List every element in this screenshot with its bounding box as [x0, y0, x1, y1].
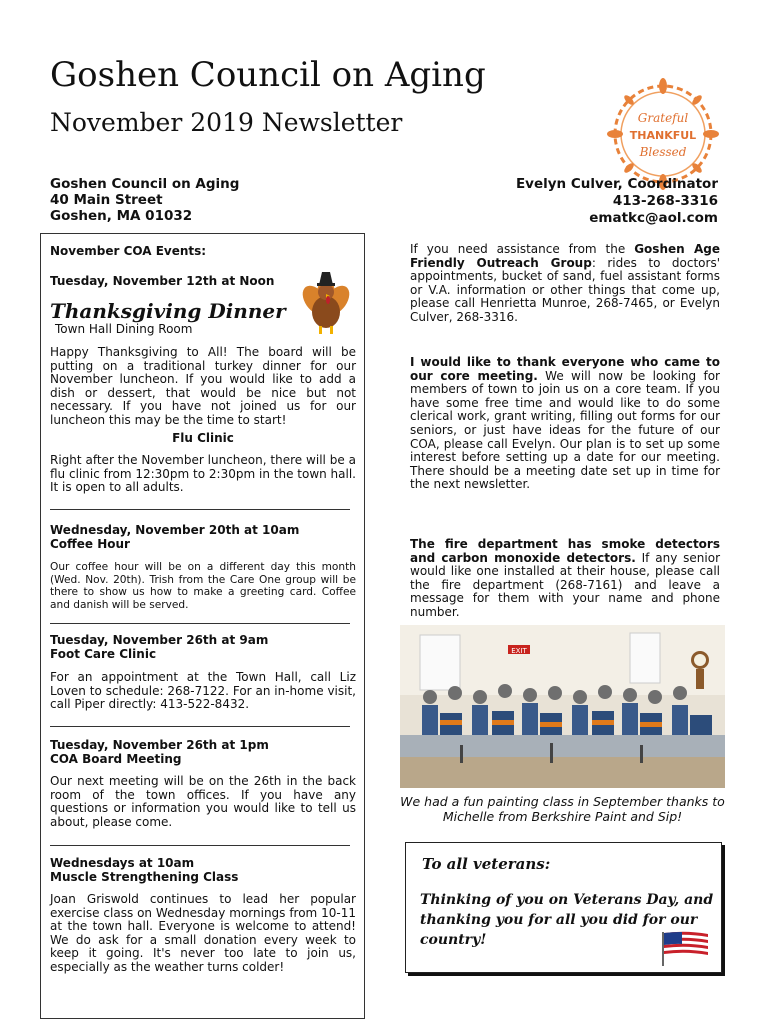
- event-date: Tuesday, November 12th at Noon: [50, 274, 275, 288]
- exit-sign: EXIT: [511, 647, 527, 655]
- outreach-text: If you need assistance from the: [410, 242, 635, 256]
- coordinator-email[interactable]: ematkc@aol.com: [589, 210, 718, 226]
- event-location: Town Hall Dining Room: [55, 322, 193, 336]
- event-title: Muscle Strengthening Class: [50, 870, 239, 884]
- event-title-thanksgiving: Thanksgiving Dinner: [50, 299, 286, 323]
- event-date: Wednesdays at 10am: [50, 856, 195, 870]
- event-title: Foot Care Clinic: [50, 647, 157, 661]
- painting-class-photo: [400, 625, 725, 788]
- wreath-word-1: Grateful: [637, 111, 689, 125]
- core-meeting-paragraph: [410, 356, 720, 492]
- wreath-word-3: Blessed: [639, 145, 687, 159]
- event-body-footcare: For an appointment at the Town Hall, call Liz Loven to schedule: 268-7122. For an in-home visit, call Piper directly: 413-522-8432.: [50, 670, 356, 712]
- fire-dept-lead: The fire department has smoke detectors and carbon monoxide detectors.: [410, 537, 720, 565]
- coordinator-name: Evelyn Culver, Coordinator: [515, 176, 718, 192]
- veterans-title: To all veterans:: [422, 855, 551, 873]
- turkey-icon: [295, 268, 357, 336]
- divider: [50, 845, 350, 846]
- event-body-coffee: Our coffee hour will be on a different day this month (Wed. Nov. 20th). Trish from the Care One group will be there to show us how to make a greeting card. Coffee and danish will be served.: [50, 561, 356, 611]
- outreach-text: : rides to doctors' appointments, bucket of sand, fuel assistant forms or V.A. information or other things that come up, please call Henrietta Munroe, 268-7465, or Evelyn Culver, 268-3316.: [410, 255, 721, 324]
- fire-dept-paragraph: [410, 538, 720, 620]
- event-body-exercise: Joan Griswold continues to lead her popular exercise class on Wednesday mornings from 10-11 at the town hall. Everyone is welcome to attend! We do ask for a small donation every week to keep it going. It's never too late to join us, especially as the weather turns colder!: [50, 892, 356, 974]
- event-date: Wednesday, November 20th at 10am: [50, 523, 300, 537]
- american-flag-icon: [660, 930, 710, 966]
- event-title: Coffee Hour: [50, 537, 130, 551]
- divider: [50, 509, 350, 510]
- event-body-thanksgiving: Happy Thanksgiving to All! The board will be putting on a traditional turkey dinner for our November luncheon. If you would like to add a dish or dessert, that would be nice but not necessary. If you have not joined us for our luncheon this may be the time to start!: [50, 345, 356, 427]
- newsletter-subtitle: November 2019 Newsletter: [50, 108, 403, 137]
- events-heading: November COA Events:: [50, 244, 207, 258]
- address-line: 40 Main Street: [50, 192, 163, 208]
- event-body-board: Our next meeting will be on the 26th in the back room of the town offices. If you have any questions or information you would like to tell us about, please come.: [50, 774, 356, 829]
- address-block: [50, 176, 239, 224]
- newsletter-title: Goshen Council on Aging: [50, 55, 486, 95]
- coordinator-block: [516, 176, 718, 227]
- photo-caption: We had a fun painting class in September thanks to Michelle from Berkshire Paint and Sip!: [400, 794, 725, 824]
- event-title: COA Board Meeting: [50, 752, 182, 766]
- core-meeting-text: We will now be looking for members of town to join us on a core team. If you have some free time and would like to do some clerical work, grant writing, filling out forms for our seniors, or just have ideas for the future of our COA, please call Evelyn. Our plan is to set up some interest before setting up a date for our meeting. There should be a meeting date set up in time for the next newsletter.: [410, 368, 720, 492]
- veterans-message: Thinking of you on Veterans Day, and thanking you for all you did for our country!: [420, 892, 714, 948]
- core-meeting-lead: I would like to thank everyone who came to our core meeting.: [410, 355, 720, 383]
- event-date: Tuesday, November 26th at 9am: [50, 633, 269, 647]
- address-line: Goshen, MA 01032: [50, 208, 193, 224]
- divider: [50, 726, 350, 727]
- wreath-word-2: THANKFUL: [629, 129, 697, 142]
- address-line: Goshen Council on Aging: [50, 176, 240, 192]
- outreach-group-name: Goshen Age Friendly Outreach Group: [410, 242, 720, 270]
- event-date: Tuesday, November 26th at 1pm: [50, 738, 269, 752]
- fire-dept-text: If any senior would like one installed at their house, please call the fire department (268-7161) and leave a message for them with your name and phone number.: [410, 550, 721, 619]
- divider: [50, 623, 350, 624]
- outreach-paragraph: [410, 243, 720, 325]
- flu-clinic-body: Right after the November luncheon, there will be a flu clinic from 12:30pm to 2:30pm in the town hall. It is open to all adults.: [50, 453, 356, 495]
- flu-clinic-title: Flu Clinic: [172, 431, 234, 445]
- coordinator-phone: 413-268-3316: [612, 193, 718, 209]
